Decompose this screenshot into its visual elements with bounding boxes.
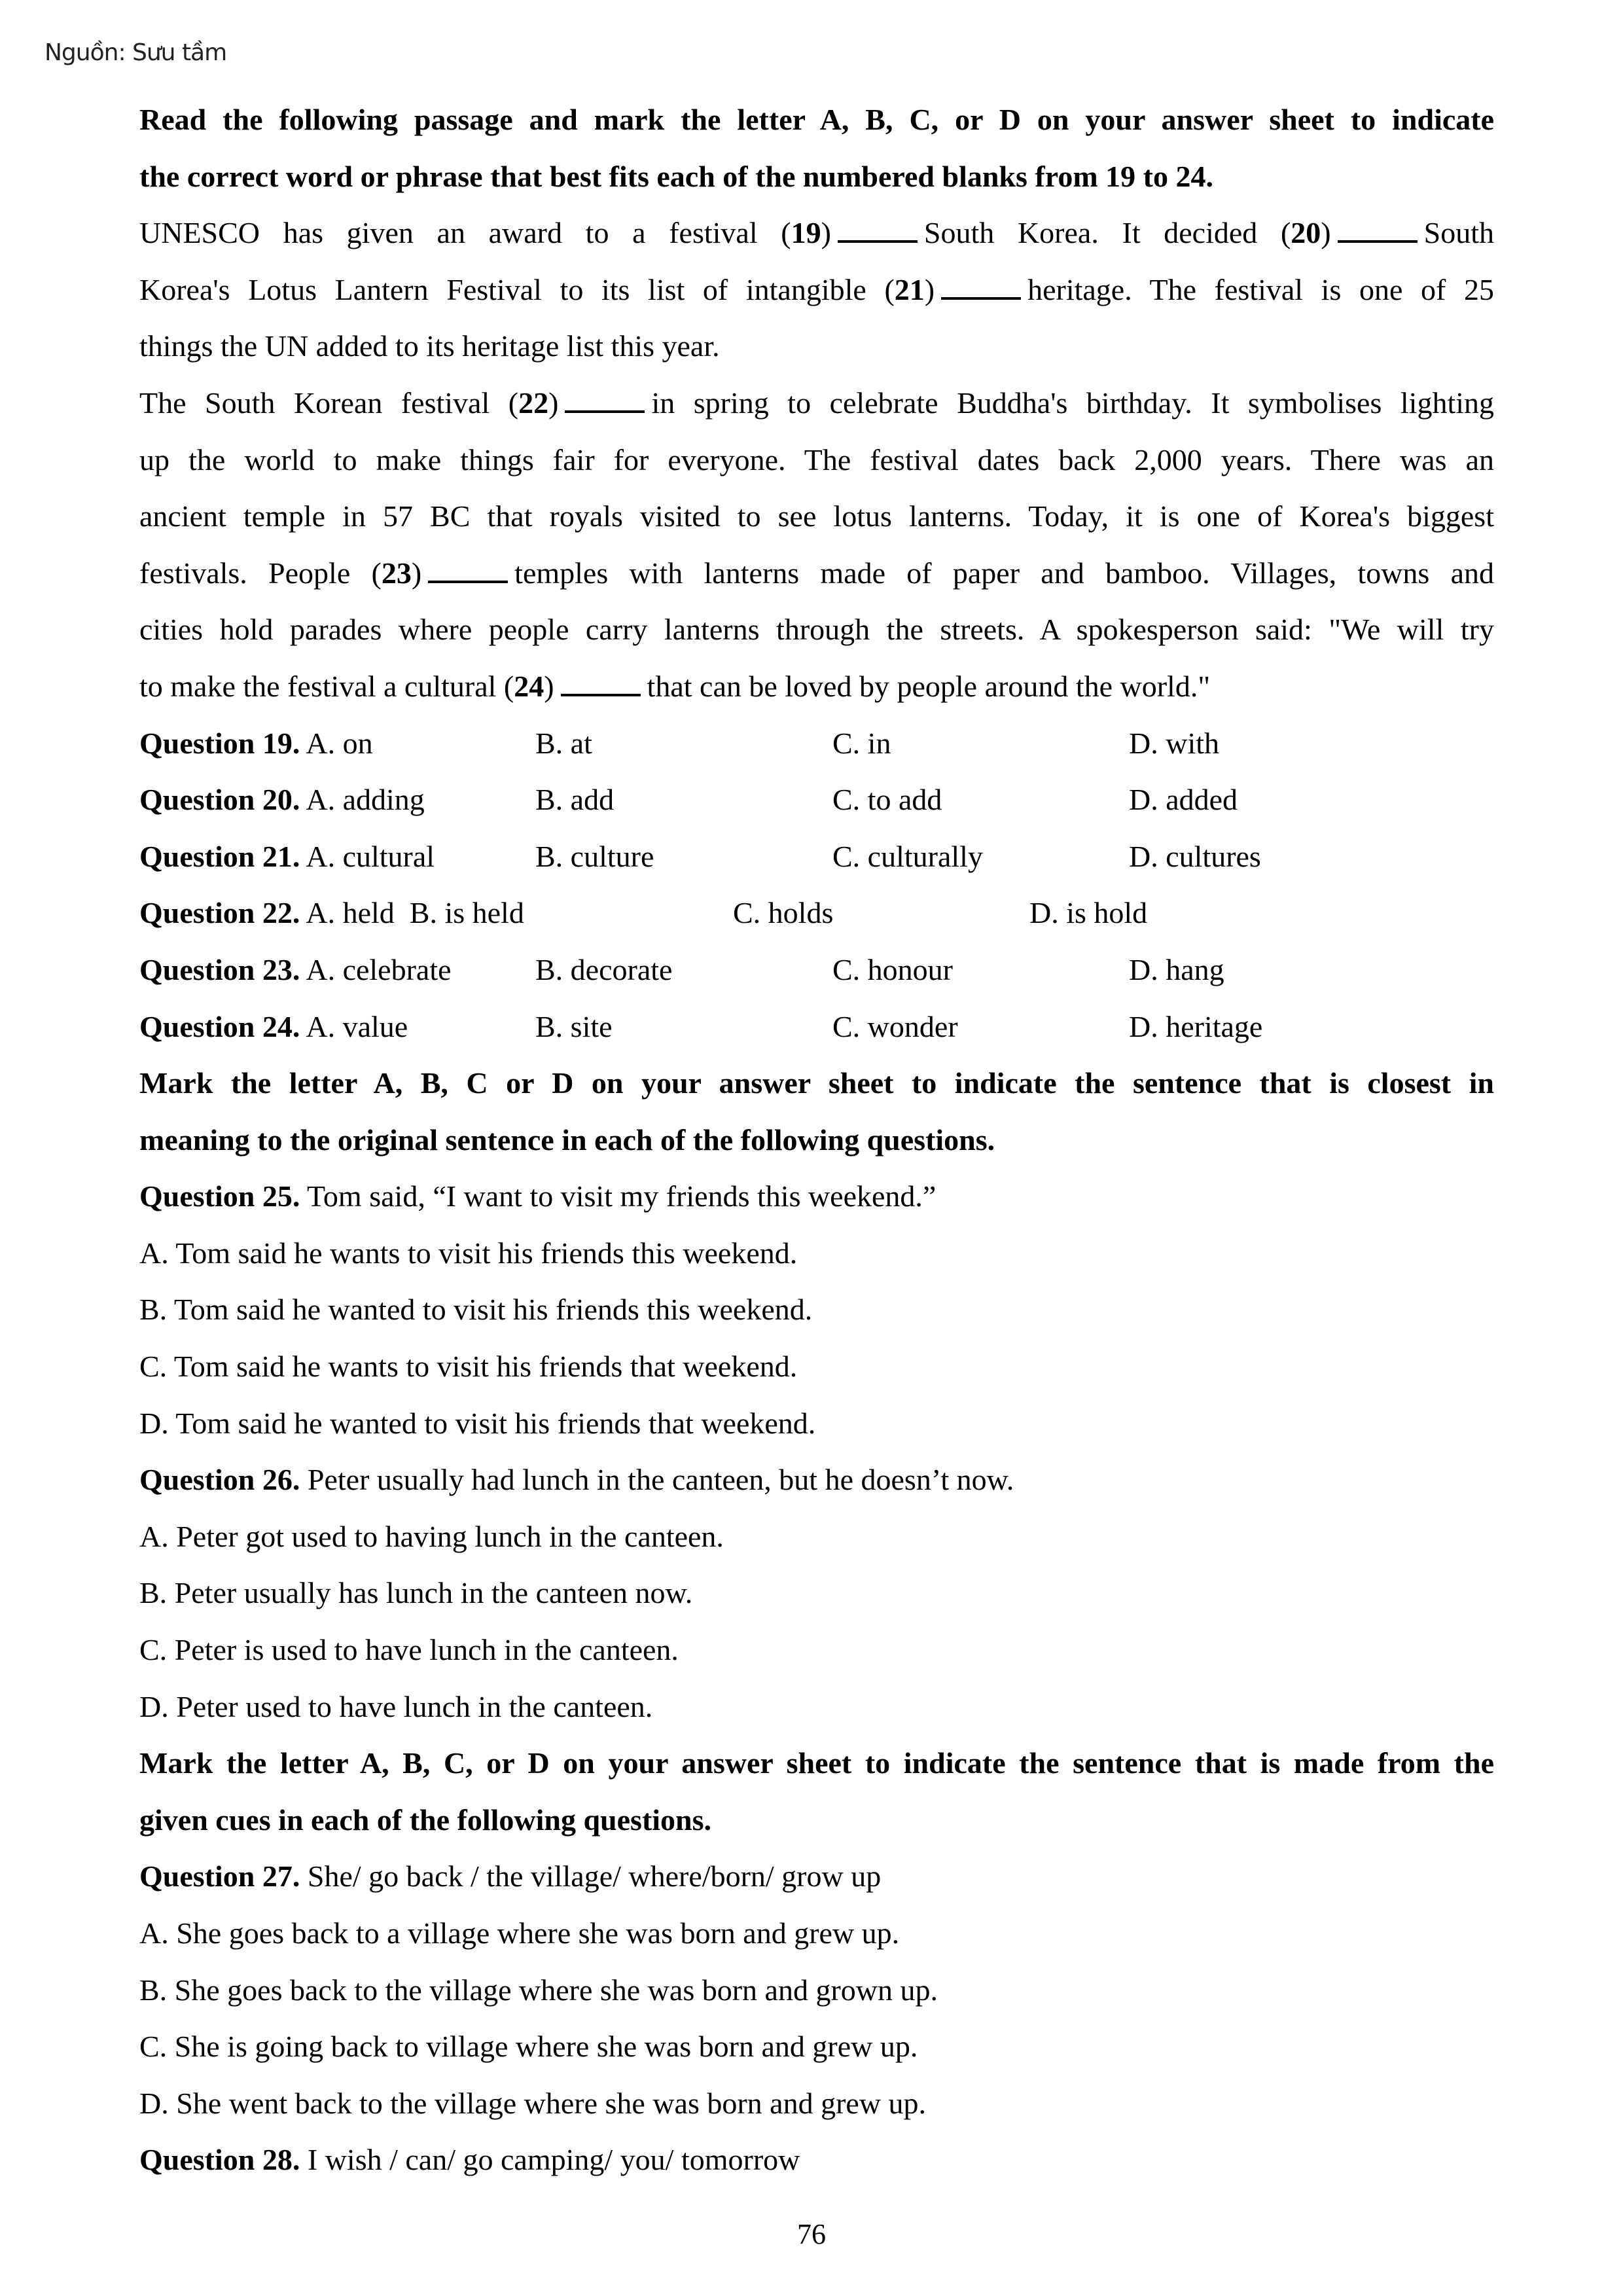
option-d[interactable]: D. hang	[1129, 952, 1224, 986]
question-28	[139, 2132, 1494, 2189]
passage-text: to make the festival a cultural (	[139, 669, 514, 703]
blank-20	[1338, 221, 1418, 243]
passage-text: heritage. The festival is one of 25	[1027, 272, 1494, 306]
passage-text: that can be loved by people around the world."	[647, 669, 1211, 703]
question-prompt: She/ go back / the village/ where/born/ grow up	[307, 1859, 882, 1893]
question-label: Question 28.	[139, 2143, 300, 2177]
question-label: Question 23.	[139, 952, 300, 986]
option-d[interactable]: D. Peter used to have lunch in the canteen.	[139, 1689, 653, 1723]
passage-text: )	[548, 386, 559, 420]
passage-text: )	[1321, 216, 1331, 250]
option-a[interactable]: A. celebrate	[306, 952, 452, 986]
passage-line-1	[139, 205, 1494, 262]
passage-line-2	[139, 262, 1494, 319]
passage-text: Korea's Lotus Lantern Festival to its list of intangible (	[139, 272, 895, 306]
option-c[interactable]: C. wonder	[832, 1009, 958, 1043]
passage-line-6: ancient temple in 57 BC that royals visited to see lotus lanterns. Today, it is one of Korea's biggest	[139, 499, 1494, 533]
question-label: Question 25.	[139, 1179, 300, 1213]
passage-text: temples with lanterns made of paper and bamboo. Villages, towns and	[514, 556, 1494, 590]
blank-21	[941, 278, 1021, 300]
option-b[interactable]: B. add	[535, 783, 615, 817]
option-a[interactable]: A. Peter got used to having lunch in the canteen.	[139, 1519, 724, 1553]
section2-instruction-line1: Mark the letter A, B, C or D on your answer sheet to indicate the sentence that is closest in	[139, 1066, 1494, 1100]
option-c[interactable]: C. She is going back to village where she was born and grew up.	[139, 2030, 918, 2064]
option-b[interactable]: B. is held	[409, 896, 524, 930]
option-b[interactable]: B. Tom said he wanted to visit his friends this weekend.	[139, 1293, 813, 1327]
blank-19	[838, 221, 918, 243]
question-prompt: Tom said, “I want to visit my friends this weekend.”	[307, 1179, 936, 1213]
option-b[interactable]: B. decorate	[535, 952, 673, 986]
passage-text: )	[544, 669, 554, 703]
option-a[interactable]: A. Tom said he wants to visit his friends this weekend.	[139, 1236, 798, 1270]
passage-line-4	[139, 375, 1494, 432]
passage-text: )	[924, 272, 935, 306]
passage-line-5: up the world to make things fair for everyone. The festival dates back 2,000 years. There was an	[139, 442, 1494, 476]
option-d[interactable]: D. with	[1129, 726, 1219, 760]
passage-line-3: things the UN added to its heritage list this year.	[139, 329, 720, 363]
section1-instruction-line2: the correct word or phrase that best fits each of the numbered blanks from 19 to 24.	[139, 159, 1213, 193]
section3-instruction-line1: Mark the letter A, B, C, or D on your answer sheet to indicate the sentence that is made from the	[139, 1746, 1494, 1780]
question-label: Question 27.	[139, 1859, 300, 1893]
question-20	[139, 772, 1494, 829]
option-b[interactable]: B. Peter usually has lunch in the canteen now.	[139, 1576, 693, 1610]
option-c[interactable]: C. Peter is used to have lunch in the canteen.	[139, 1633, 679, 1667]
question-label: Question 22.	[139, 896, 300, 930]
blank-number-21: 21	[894, 272, 925, 306]
option-b[interactable]: B. culture	[535, 839, 654, 873]
option-d[interactable]: D. added	[1129, 783, 1238, 817]
option-a[interactable]: A. held	[306, 896, 395, 930]
option-d[interactable]: D. Tom said he wanted to visit his friends that weekend.	[139, 1406, 816, 1440]
question-label: Question 26.	[139, 1463, 300, 1497]
option-c[interactable]: C. Tom said he wants to visit his friends that weekend.	[139, 1350, 798, 1384]
question-21	[139, 829, 1494, 886]
option-d[interactable]: D. heritage	[1129, 1009, 1263, 1043]
option-c[interactable]: C. to add	[832, 783, 942, 817]
option-c[interactable]: C. honour	[832, 952, 953, 986]
passage-line-9	[139, 658, 1494, 715]
question-prompt: Peter usually had lunch in the canteen, but he doesn’t now.	[307, 1463, 1014, 1497]
question-label: Question 21.	[139, 839, 300, 873]
question-27	[139, 1848, 1494, 1905]
question-label: Question 20.	[139, 783, 300, 817]
passage-text: South Korea. It decided (	[923, 216, 1291, 250]
option-a[interactable]: A. She goes back to a village where she was born and grew up.	[139, 1916, 900, 1950]
question-26	[139, 1452, 1494, 1509]
question-label: Question 19.	[139, 726, 300, 760]
question-22	[139, 885, 1494, 942]
blank-number-24: 24	[514, 669, 544, 703]
option-b[interactable]: B. She goes back to the village where she was born and grown up.	[139, 1973, 938, 2007]
option-d[interactable]: D. cultures	[1129, 839, 1261, 873]
question-24	[139, 999, 1494, 1056]
question-25	[139, 1168, 1494, 1225]
option-c[interactable]: C. culturally	[832, 839, 983, 873]
section3-instruction-line2: given cues in each of the following questions.	[139, 1803, 712, 1837]
section2-instruction-line2: meaning to the original sentence in each of the following questions.	[139, 1122, 995, 1157]
question-23	[139, 942, 1494, 999]
source-note: Nguồn: Sưu tầm	[45, 39, 227, 66]
blank-number-23: 23	[381, 556, 412, 590]
exam-page	[139, 92, 1494, 2189]
passage-line-8: cities hold parades where people carry lanterns through the streets. A spokesperson said: "We will try	[139, 613, 1494, 647]
blank-23	[428, 561, 508, 583]
blank-24	[561, 674, 641, 696]
passage-line-7	[139, 545, 1494, 602]
question-prompt: I wish / can/ go camping/ you/ tomorrow	[307, 2143, 800, 2177]
blank-number-19: 19	[791, 216, 821, 250]
passage-text: in spring to celebrate Buddha's birthday. It symbolises lighting	[651, 386, 1495, 420]
option-c[interactable]: C. holds	[733, 896, 834, 930]
option-a[interactable]: A. on	[306, 726, 373, 760]
passage-text: South	[1423, 216, 1494, 250]
passage-text: The South Korean festival (	[139, 386, 519, 420]
blank-number-20: 20	[1291, 216, 1321, 250]
section1-instruction-line1: Read the following passage and mark the letter A, B, C, or D on your answer sheet to indicate	[139, 103, 1494, 136]
blank-number-22: 22	[518, 386, 549, 420]
passage-text: festivals. People (	[139, 556, 382, 590]
option-d[interactable]: D. She went back to the village where she was born and grew up.	[139, 2086, 927, 2120]
option-a[interactable]: A. value	[306, 1009, 408, 1043]
passage-text: )	[821, 216, 831, 250]
option-b[interactable]: B. site	[535, 1009, 613, 1043]
option-a[interactable]: A. cultural	[306, 839, 435, 873]
question-label: Question 24.	[139, 1009, 300, 1043]
page-number: 76	[797, 2218, 826, 2250]
passage-text: )	[411, 556, 422, 590]
option-a[interactable]: A. adding	[306, 783, 425, 817]
option-c[interactable]: C. in	[832, 726, 891, 760]
option-b[interactable]: B. at	[535, 726, 592, 760]
blank-22	[565, 391, 645, 413]
question-19	[139, 715, 1494, 772]
passage-text: UNESCO has given an award to a festival (	[139, 216, 791, 250]
option-d[interactable]: D. is hold	[1029, 896, 1148, 930]
